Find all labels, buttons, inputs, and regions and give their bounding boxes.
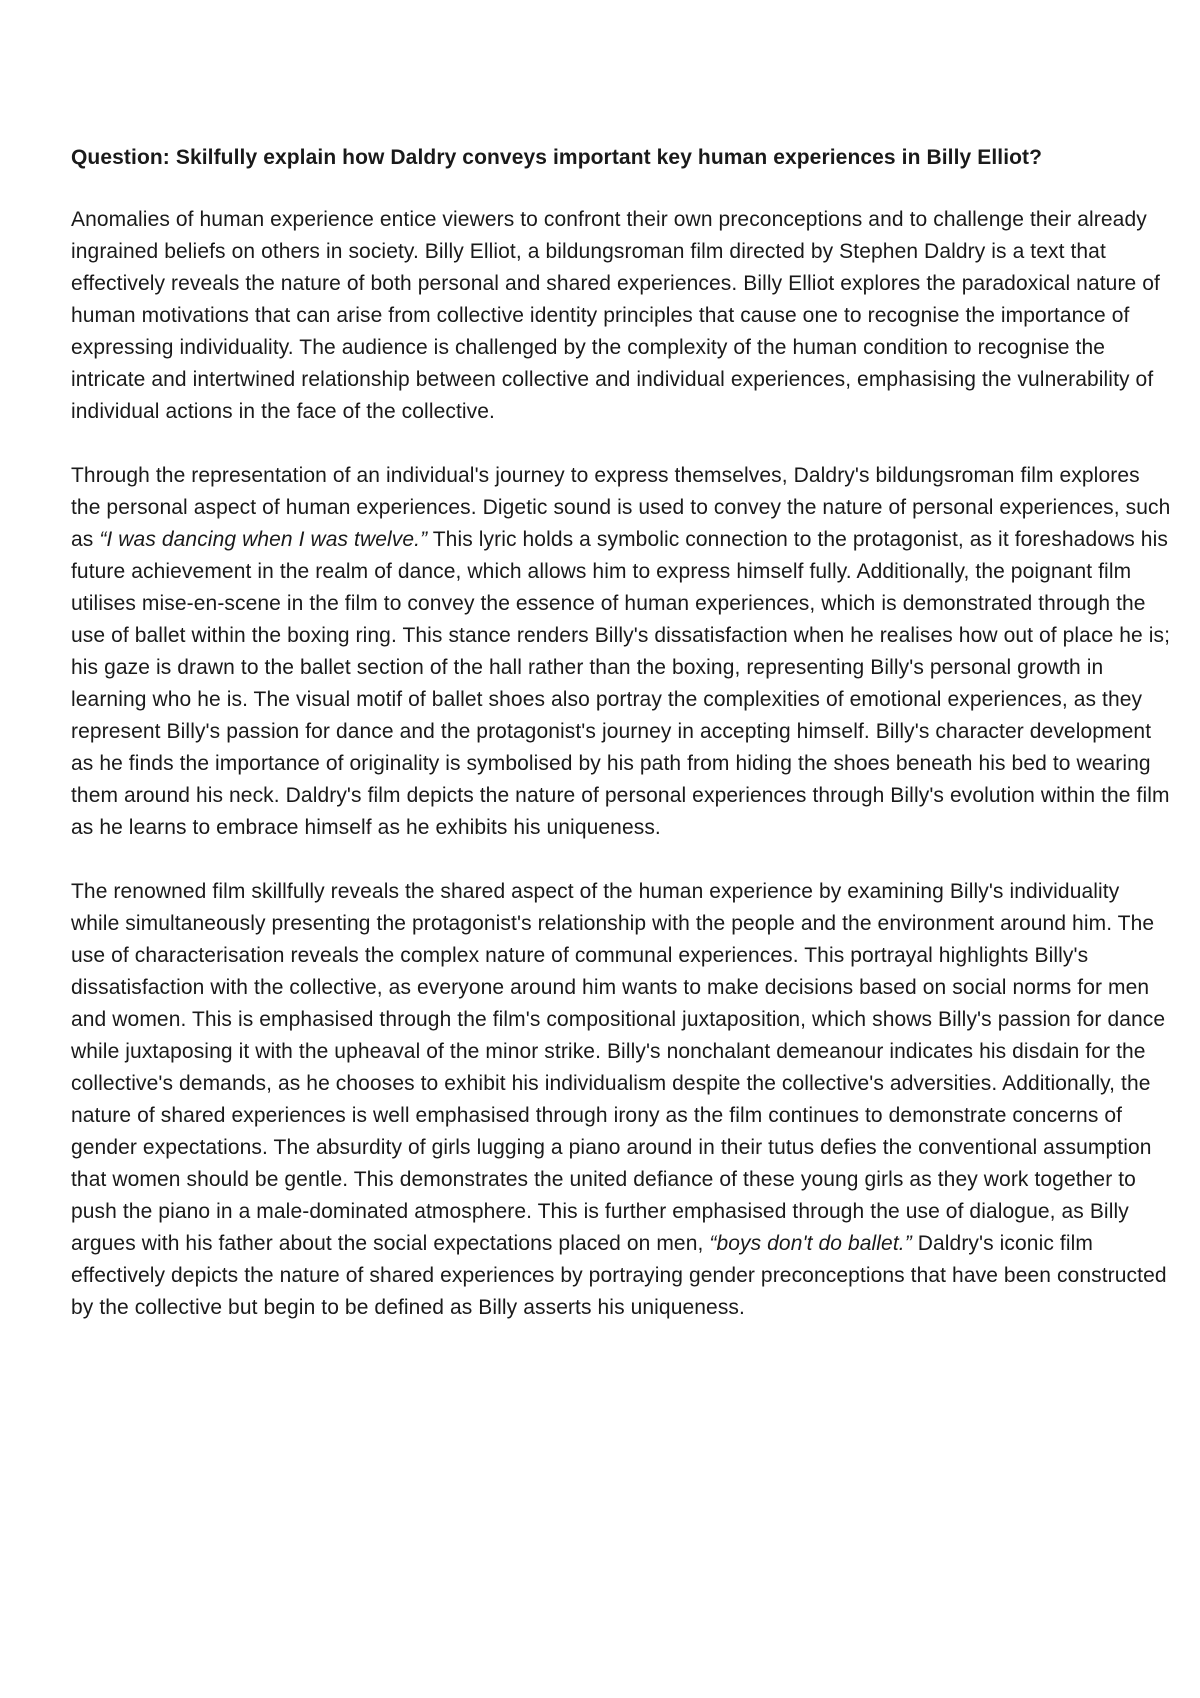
- dialogue-quote: “boys don't do ballet.”: [709, 1232, 912, 1255]
- question-heading: Question: Skilfully explain how Daldry conveys important key human experiences in Billy Elliot?: [71, 146, 1043, 169]
- paragraph-text: This lyric holds a symbolic connection to the protagonist, as it foreshadows his future achievement in the realm of dance, which allows him to express himself fully. Additionally, the poignant film utilises mise-en-scene in the film to convey the essence of human experiences, which is demonstrated through the use of ballet within the boxing ring. This stance renders Billy's dissatisfaction when he realises how out of place he is; his gaze is drawn to the ballet section of the hall rather than the boxing, representing Billy's personal growth in learning who he is. The visual motif of ballet shoes also portray the complexities of emotional experiences, as they represent Billy's passion for dance and the protagonist's journey in accepting himself. Billy's character development as he finds the importance of originality is symbolised by his path from hiding the shoes beneath his bed to wearing them around his neck. Daldry's film depicts the nature of personal experiences through Billy's evolution within the film as he learns to embrace himself as he exhibits his uniqueness.: [71, 528, 1171, 839]
- paragraph-introduction: Anomalies of human experience entice viewers to confront their own preconceptions and to challenge their already ingrained beliefs on others in society. Billy Elliot, a bildungsroman film directed by Stephen Daldry is a text that effectively reveals the nature of both personal and shared experiences. Billy Elliot explores the paradoxical nature of human motivations that can arise from collective identity principles that cause one to recognise the importance of expressing individuality. The audience is challenged by the complexity of the human condition to recognise the intricate and intertwined relationship between collective and individual experiences, emphasising the vulnerability of individual actions in the face of the collective.: [71, 208, 1160, 423]
- document-page: [71, 142, 1171, 1356]
- paragraph-personal-experiences: [71, 460, 1171, 844]
- paragraph-text: Through the representation of an individual's journey to express themselves, Daldry's bildungsroman film explores the personal aspect of human experiences. Digetic sound is used to convey the nature of personal experiences, such as: [71, 464, 1171, 551]
- paragraph-text: The renowned film skillfully reveals the shared aspect of the human experience by examining Billy's individuality while simultaneously presenting the protagonist's relationship with the people and the environment around him. The use of characterisation reveals the complex nature of communal experiences. This portrayal highlights Billy's dissatisfaction with the collective, as everyone around him wants to make decisions based on social norms for men and women. This is emphasised through the film's compositional juxtaposition, which shows Billy's passion for dance while juxtaposing it with the upheaval of the minor strike. Billy's nonchalant demeanour indicates his disdain for the collective's demands, as he chooses to exhibit his individualism despite the collective's adversities. Additionally, the nature of shared experiences is well emphasised through irony as the film continues to demonstrate concerns of gender expectations. The absurdity of girls lugging a piano around in their tutus defies the conventional assumption that women should be gentle. This demonstrates the united defiance of these young girls as they work together to push the piano in a male-dominated atmosphere. This is further emphasised through the use of dialogue, as Billy argues with his father about the social expectations placed on men,: [71, 880, 1166, 1255]
- paragraph-shared-experiences: [71, 876, 1171, 1324]
- paragraph-text: Daldry's iconic film effectively depicts the nature of shared experiences by portraying gender preconceptions that have been constructed by the collective but begin to be defined as Billy asserts his uniqueness.: [71, 1232, 1167, 1319]
- lyric-quote: “I was dancing when I was twelve.”: [99, 528, 428, 551]
